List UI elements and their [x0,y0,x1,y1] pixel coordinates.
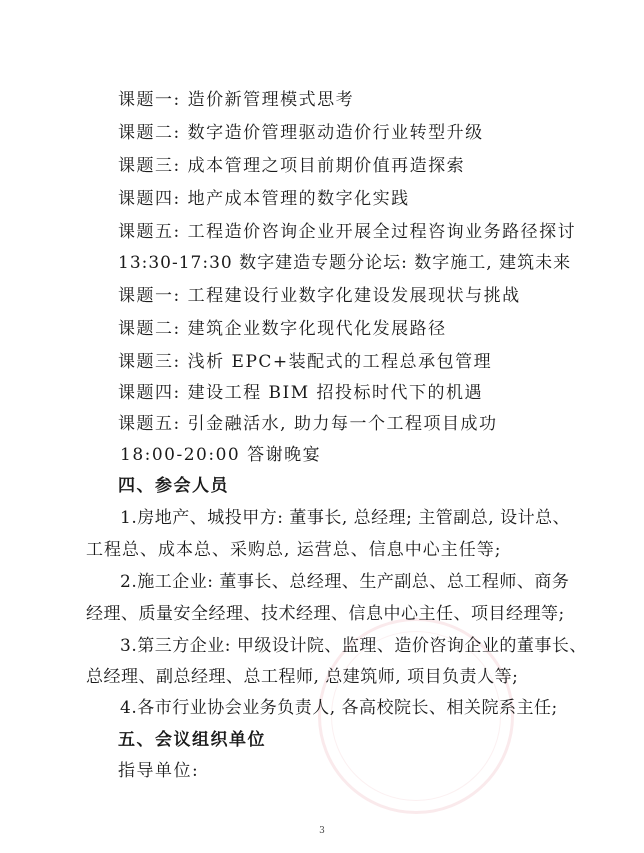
attendee-item-1-line-1: 1.房地产、城投甲方: 董事长, 总经理; 主管副总, 设计总、 [120,508,571,528]
agenda-afternoon-item-3: 课题三: 浅析 EPC+装配式的工程总承包管理 [118,352,493,372]
attendee-item-2-line-2: 经理、质量安全经理、技术经理、信息中心主任、项目经理等; [86,604,565,624]
agenda-afternoon-item-5: 课题五: 引金融活水, 助力每一个工程项目成功 [118,414,498,434]
section-4-heading: 四、参会人员 [118,476,229,496]
agenda-morning-item-3: 课题三: 成本管理之项目前期价值再造探索 [118,156,466,176]
attendee-item-3-line-2: 总经理、副总经理、总工程师, 总建筑师, 项目负责人等; [86,667,519,687]
attendee-item-2-line-1: 2.施工企业: 董事长、总经理、生产副总、总工程师、商务 [120,572,570,592]
dinner-time: 18:00-20:00 答谢晚宴 [120,445,322,465]
agenda-morning-item-4: 课题四: 地产成本管理的数字化实践 [118,189,410,209]
agenda-morning-item-1: 课题一: 造价新管理模式思考 [118,90,355,110]
guidance-unit-label: 指导单位: [118,761,200,781]
agenda-afternoon-item-2: 课题二: 建筑企业数字化现代化发展路径 [118,319,447,339]
agenda-morning-item-2: 课题二: 数字造价管理驱动造价行业转型升级 [118,123,484,143]
section-5-heading: 五、会议组织单位 [118,730,266,750]
agenda-afternoon-item-4: 课题四: 建设工程 BIM 招投标时代下的机遇 [118,383,484,403]
attendee-item-3-line-1: 3.第三方企业: 甲级设计院、监理、造价咨询企业的董事长、 [120,636,587,656]
page-number: 3 [319,826,325,836]
forum-time-heading: 13:30-17:30 数字建造专题分论坛: 数字施工, 建筑未来 [118,253,572,273]
attendee-item-1-line-2: 工程总、成本总、采购总, 运营总、信息中心主任等; [86,540,502,560]
agenda-afternoon-item-1: 课题一: 工程建设行业数字化建设发展现状与挑战 [118,286,521,306]
agenda-morning-item-5: 课题五: 工程造价咨询企业开展全过程咨询业务路径探讨 [118,222,577,242]
attendee-item-4-line-1: 4.各市行业协会业务负责人, 各高校院长、相关院系主任; [120,698,558,718]
